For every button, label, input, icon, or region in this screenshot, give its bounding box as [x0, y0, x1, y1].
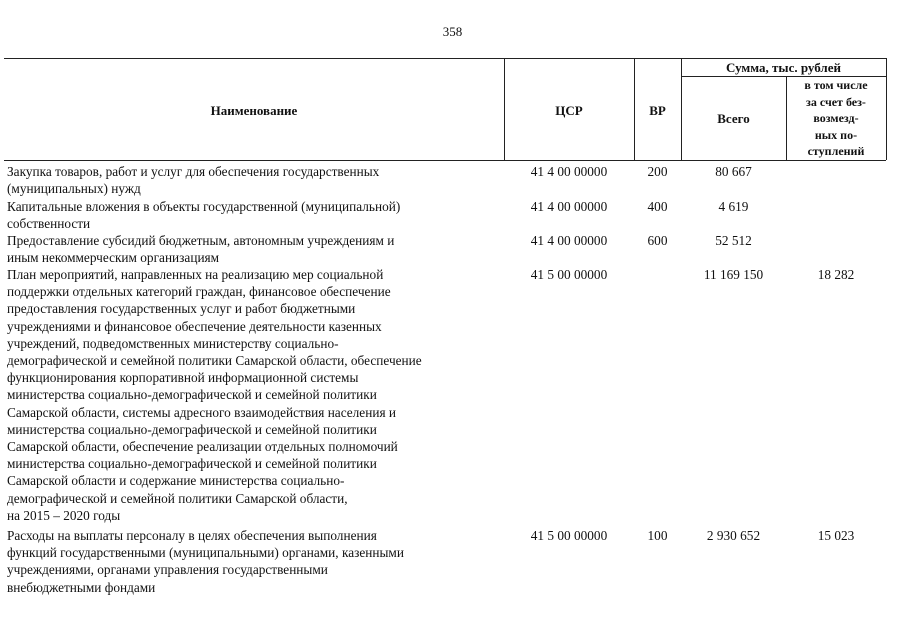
header-bottom-rule	[4, 160, 886, 161]
table-right-border	[886, 58, 887, 160]
header-sum-group: Сумма, тыс. рублей	[726, 60, 841, 75]
row-2-name: Капитальные вложения в объекты государственной (муниципальной) собственности	[7, 199, 401, 232]
header-name: Наименование	[210, 103, 298, 118]
row-3-vr: 600	[647, 233, 668, 248]
header-grants: в том числе за счет без- возмезд- ных по- ступлений	[804, 78, 868, 158]
row-1-total: 80 667	[715, 164, 752, 179]
row-3-tsr: 41 4 00 00000	[530, 233, 608, 248]
row-4-total: 11 169 150	[703, 267, 764, 282]
row-1-name: Закупка товаров, работ и услуг для обеспечения государственных (муниципальных) нужд	[7, 164, 380, 197]
row-3-total: 52 512	[715, 233, 752, 248]
row-5-tsr: 41 5 00 00000	[530, 528, 608, 543]
row-1-tsr: 41 4 00 00000	[530, 164, 608, 179]
row-2-vr: 400	[647, 199, 668, 214]
row-1-vr: 200	[647, 164, 668, 179]
row-4-name: План мероприятий, направленных на реализацию мер социальной поддержки отдельных категорий граждан, финансовое обеспечение предоставления государственных услуг и работ бюджетными учреждениями и финансовое обеспечение деятельности казенных учреждений, подведомственных министерству социально- демографической и семейной политики Самарской области, обеспечение функционирования корпоративной информационной системы министерства социально-демографической и семейной политики Самарской области, системы адресного взаимодействия населения и министерства социально-демографической и семейной политики Самарской области, обеспечение реализации отдельных полномочий министерства социально-демографической и семейной политики Самарской области и содержание министерства социально- демографической и семейной политики Самарской области, на 2015 – 2020 годы	[7, 267, 422, 523]
row-5-name: Расходы на выплаты персоналу в целях обеспечения выполнения функций государственными (муниципальными) органами, казенными учреждениями, органами управления государственными внебюджетными фондами	[7, 528, 404, 595]
row-4-grants: 18 282	[817, 267, 855, 282]
row-5-vr: 100	[647, 528, 668, 543]
header-top-rule	[4, 58, 886, 59]
row-2-total: 4 619	[718, 199, 749, 214]
header-tsr: ЦСР	[555, 103, 583, 118]
row-3-name: Предоставление субсидий бюджетным, автономным учреждениям и иным некоммерческим организациям	[7, 233, 395, 266]
header-vr: ВР	[649, 103, 666, 118]
header-total: Всего	[717, 111, 750, 126]
row-4-tsr: 41 5 00 00000	[530, 267, 608, 282]
page-number: 358	[442, 24, 463, 39]
row-2-tsr: 41 4 00 00000	[530, 199, 608, 214]
row-5-total: 2 930 652	[706, 528, 761, 543]
row-5-grants: 15 023	[817, 528, 855, 543]
